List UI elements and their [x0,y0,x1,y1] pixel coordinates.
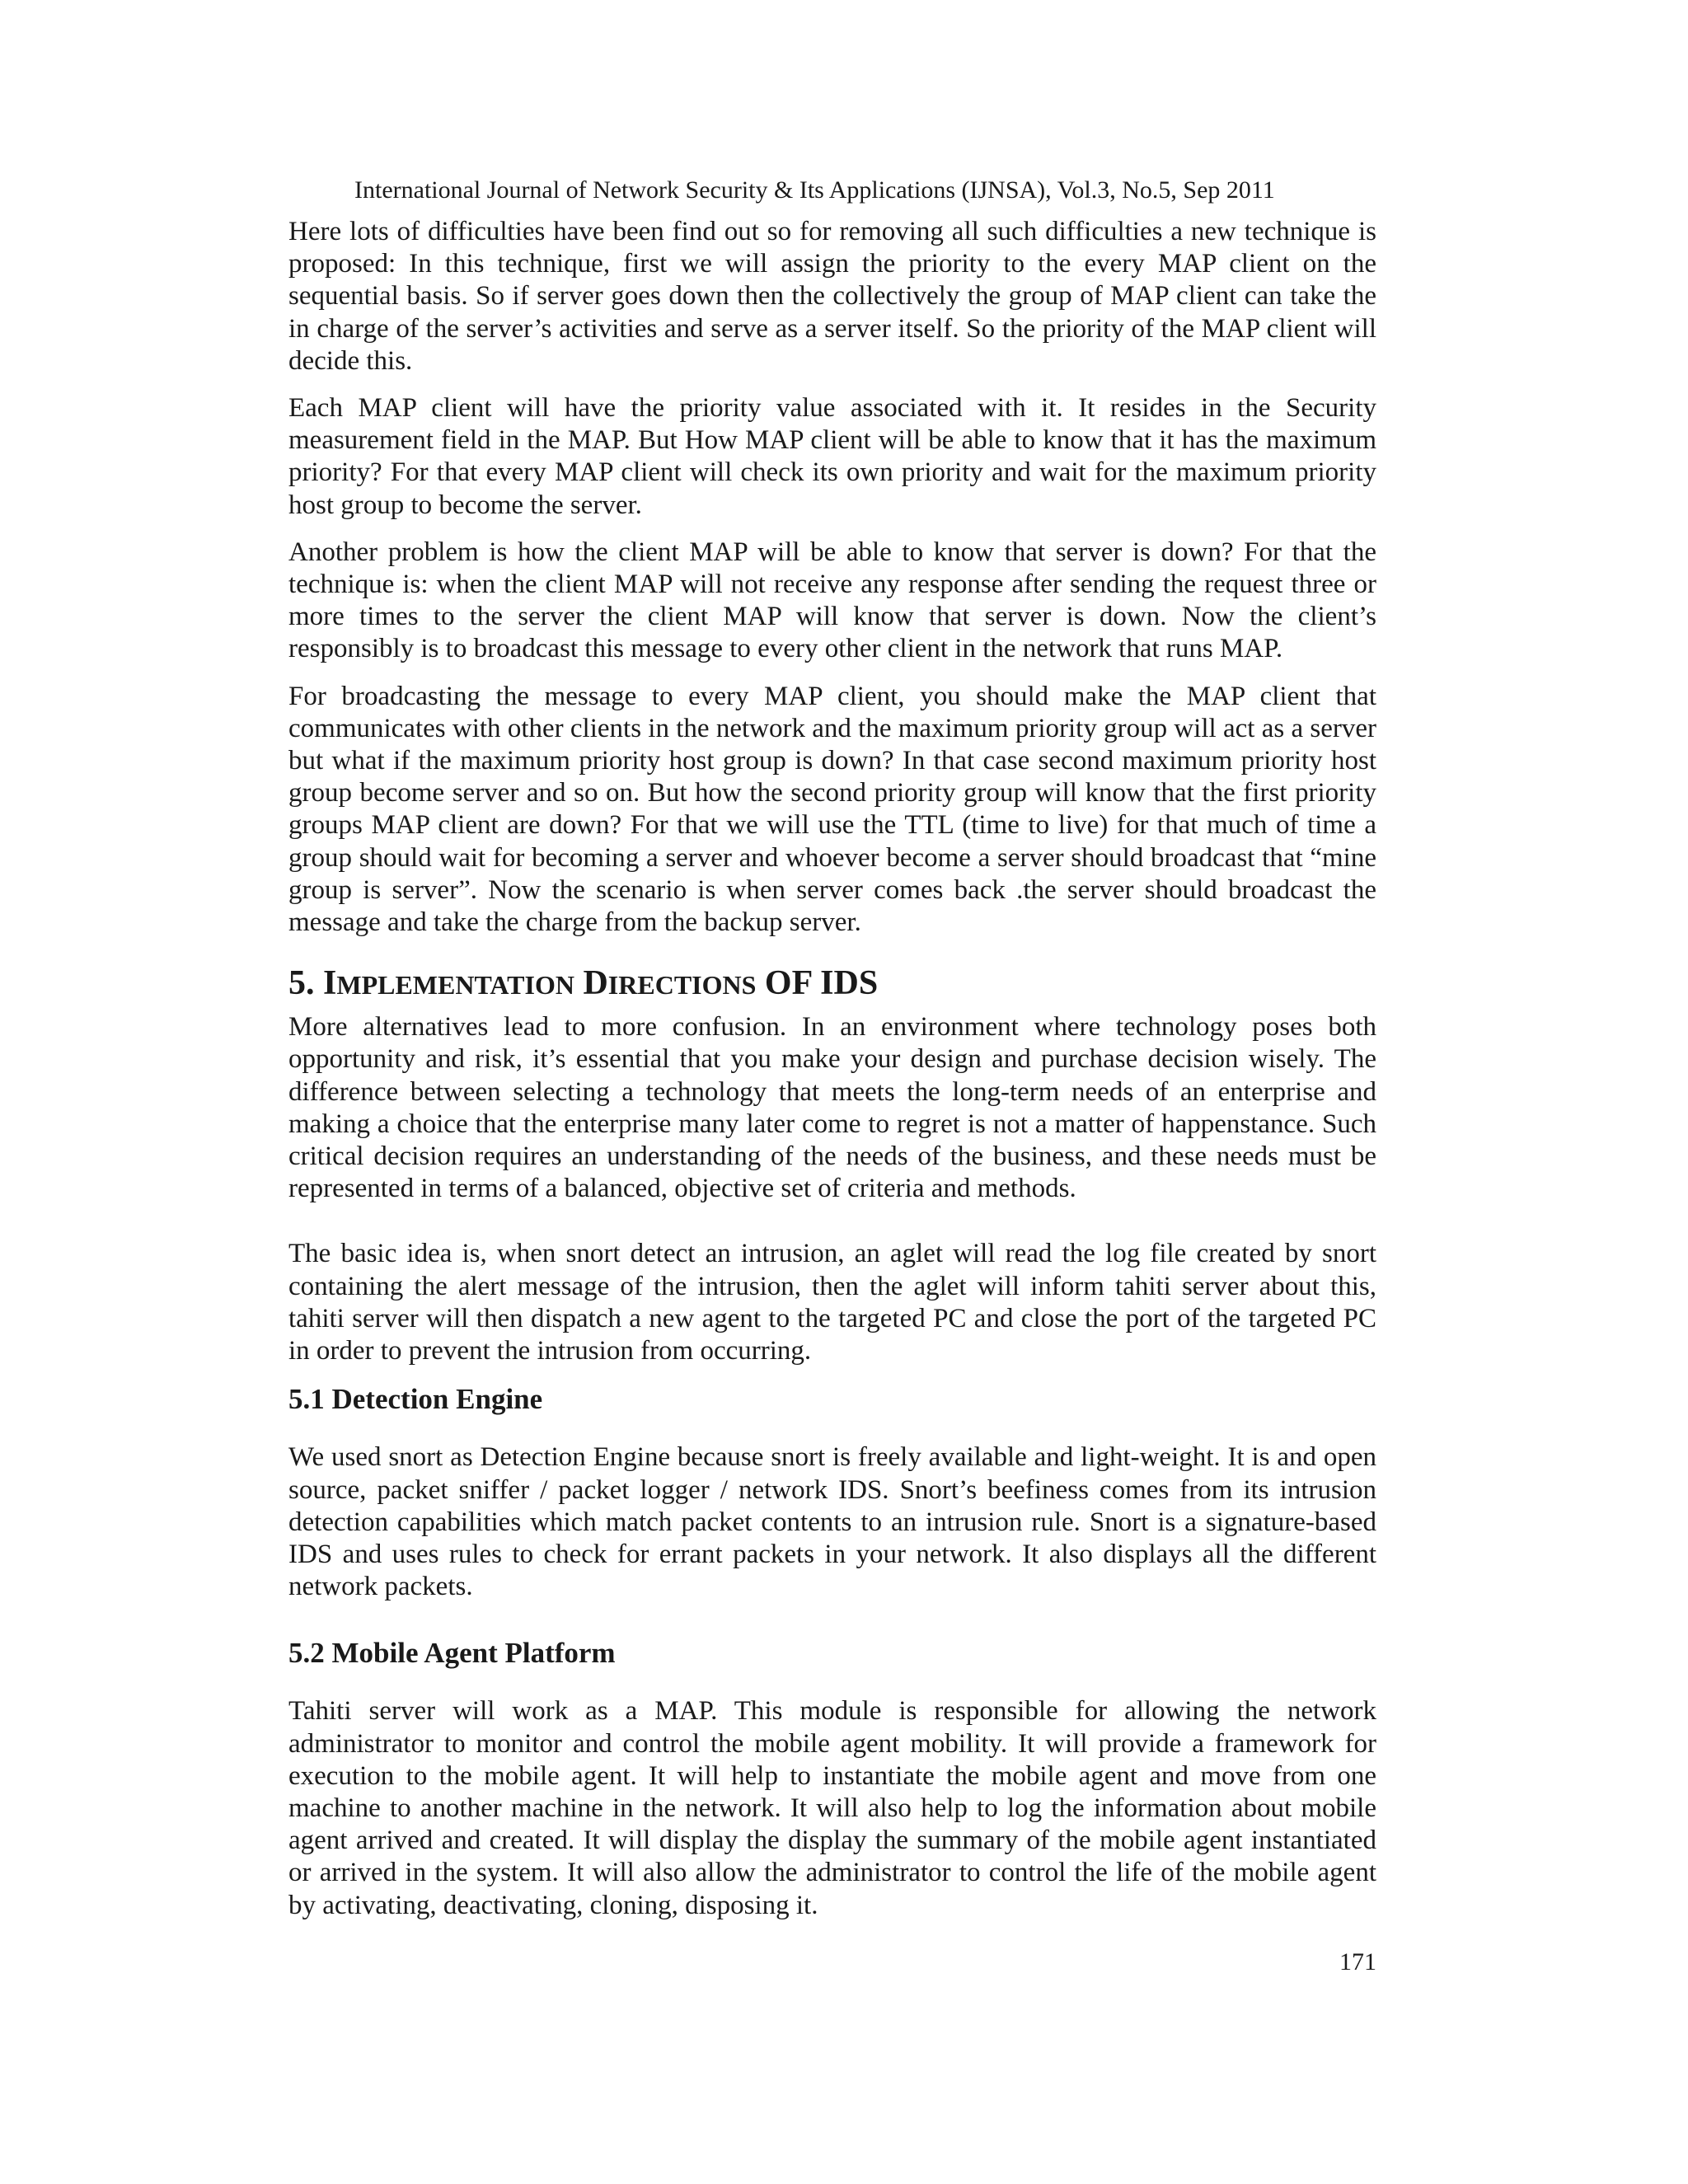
subsection-heading: 5.1 Detection Engine [288,1383,543,1416]
paragraph: The basic idea is, when snort detect an intrusion, an aglet will read the log file created by snort containing the alert message of the intrusion, then the aglet will inform tahiti server about this, tahiti server will then dispatch a new agent to the targeted PC and close the port of the targeted PC in order to prevent the intrusion from occurring. [288,1239,1376,1366]
paragraph: For broadcasting the message to every MAP client, you should make the MAP client that communicates with other clients in the network and the maximum priority group will act as a server but what if the maximum priority host group is down? In that case second maximum priority host group become server and so on. But how the second priority group will know that the first priority groups MAP client are down? For that we will use the TTL (time to live) for that much of time a group should wait for becoming a server and whoever become a server should broadcast that “mine group is server”. Now the scenario is when server comes back .the server should broadcast the message and take the charge from the backup server. [288,681,1376,938]
paragraph: More alternatives lead to more confusion. In an environment where technology poses both opportunity and risk, it’s essential that you make your design and purchase decision wisely. The difference between selecting a technology that meets the long-term needs of an enterprise and making a choice that the enterprise many later come to regret is not a matter of happenstance. Such critical decision requires an understanding of the needs of the business, and these needs must be represented in terms of a balanced, objective set of criteria and methods. [288,1012,1376,1204]
paragraph: Each MAP client will have the priority value associated with it. It resides in the Security measurement field in the MAP. But How MAP client will be able to know that it has the maximum priority? For that every MAP client will check its own priority and wait for the maximum priority host group to become the server. [288,393,1376,520]
paragraph: Another problem is how the client MAP will be able to know that server is down? For that the technique is: when the client MAP will not receive any response after sending the request three or more times to the server the client MAP will know that server is down. Now the client’s responsibly is to broadcast this message to every other client in the network that runs MAP. [288,537,1376,664]
section-title-smallcaps: IRECTIONS [607,970,757,1001]
running-head: International Journal of Network Security & Its Applications (IJNSA), Vol.3, No.5, Sep 2011 [354,176,1275,204]
section-heading [288,963,1376,1005]
section-title-initial: I [323,964,337,1003]
page-number: 171 [1339,1948,1376,1975]
paragraph: Here lots of difficulties have been find out so for removing all such difficulties a new technique is proposed: In this technique, first we will assign the priority to the every MAP client on the sequential basis. So if server goes down then the collectively the group of MAP client can take the in charge of the server’s activities and serve as a server itself. So the priority of the MAP client will decide this. [288,217,1376,376]
paragraph: Tahiti server will work as a MAP. This module is responsible for allowing the network administrator to monitor and control the mobile agent mobility. It will provide a framework for execution to the mobile agent. It will help to instantiate the mobile agent and move from one machine to another machine in the network. It will also help to log the information about mobile agent arrived and created. It will display the display the summary of the mobile agent instantiated or arrived in the system. It will also allow the administrator to control the life of the mobile agent by activating, deactivating, cloning, disposing it. [288,1696,1376,1920]
section-title-tail: OF IDS [764,964,879,1003]
subsection-heading: 5.2 Mobile Agent Platform [288,1637,616,1670]
section-title-smallcaps: MPLEMENTATION [336,970,574,1001]
paragraph: We used snort as Detection Engine because snort is freely available and light-weight. It is and open source, packet sniffer / packet logger / network IDS. Snort’s beefiness comes from its intrusion detection capabilities which match packet contents to an intrusion rule. Snort is a signature-based IDS and uses rules to check for errant packets in your network. It also displays all the different network packets. [288,1442,1376,1602]
article-body [288,216,1376,1937]
section-title-initial: D [583,964,608,1003]
section-number: 5. [288,964,323,1003]
